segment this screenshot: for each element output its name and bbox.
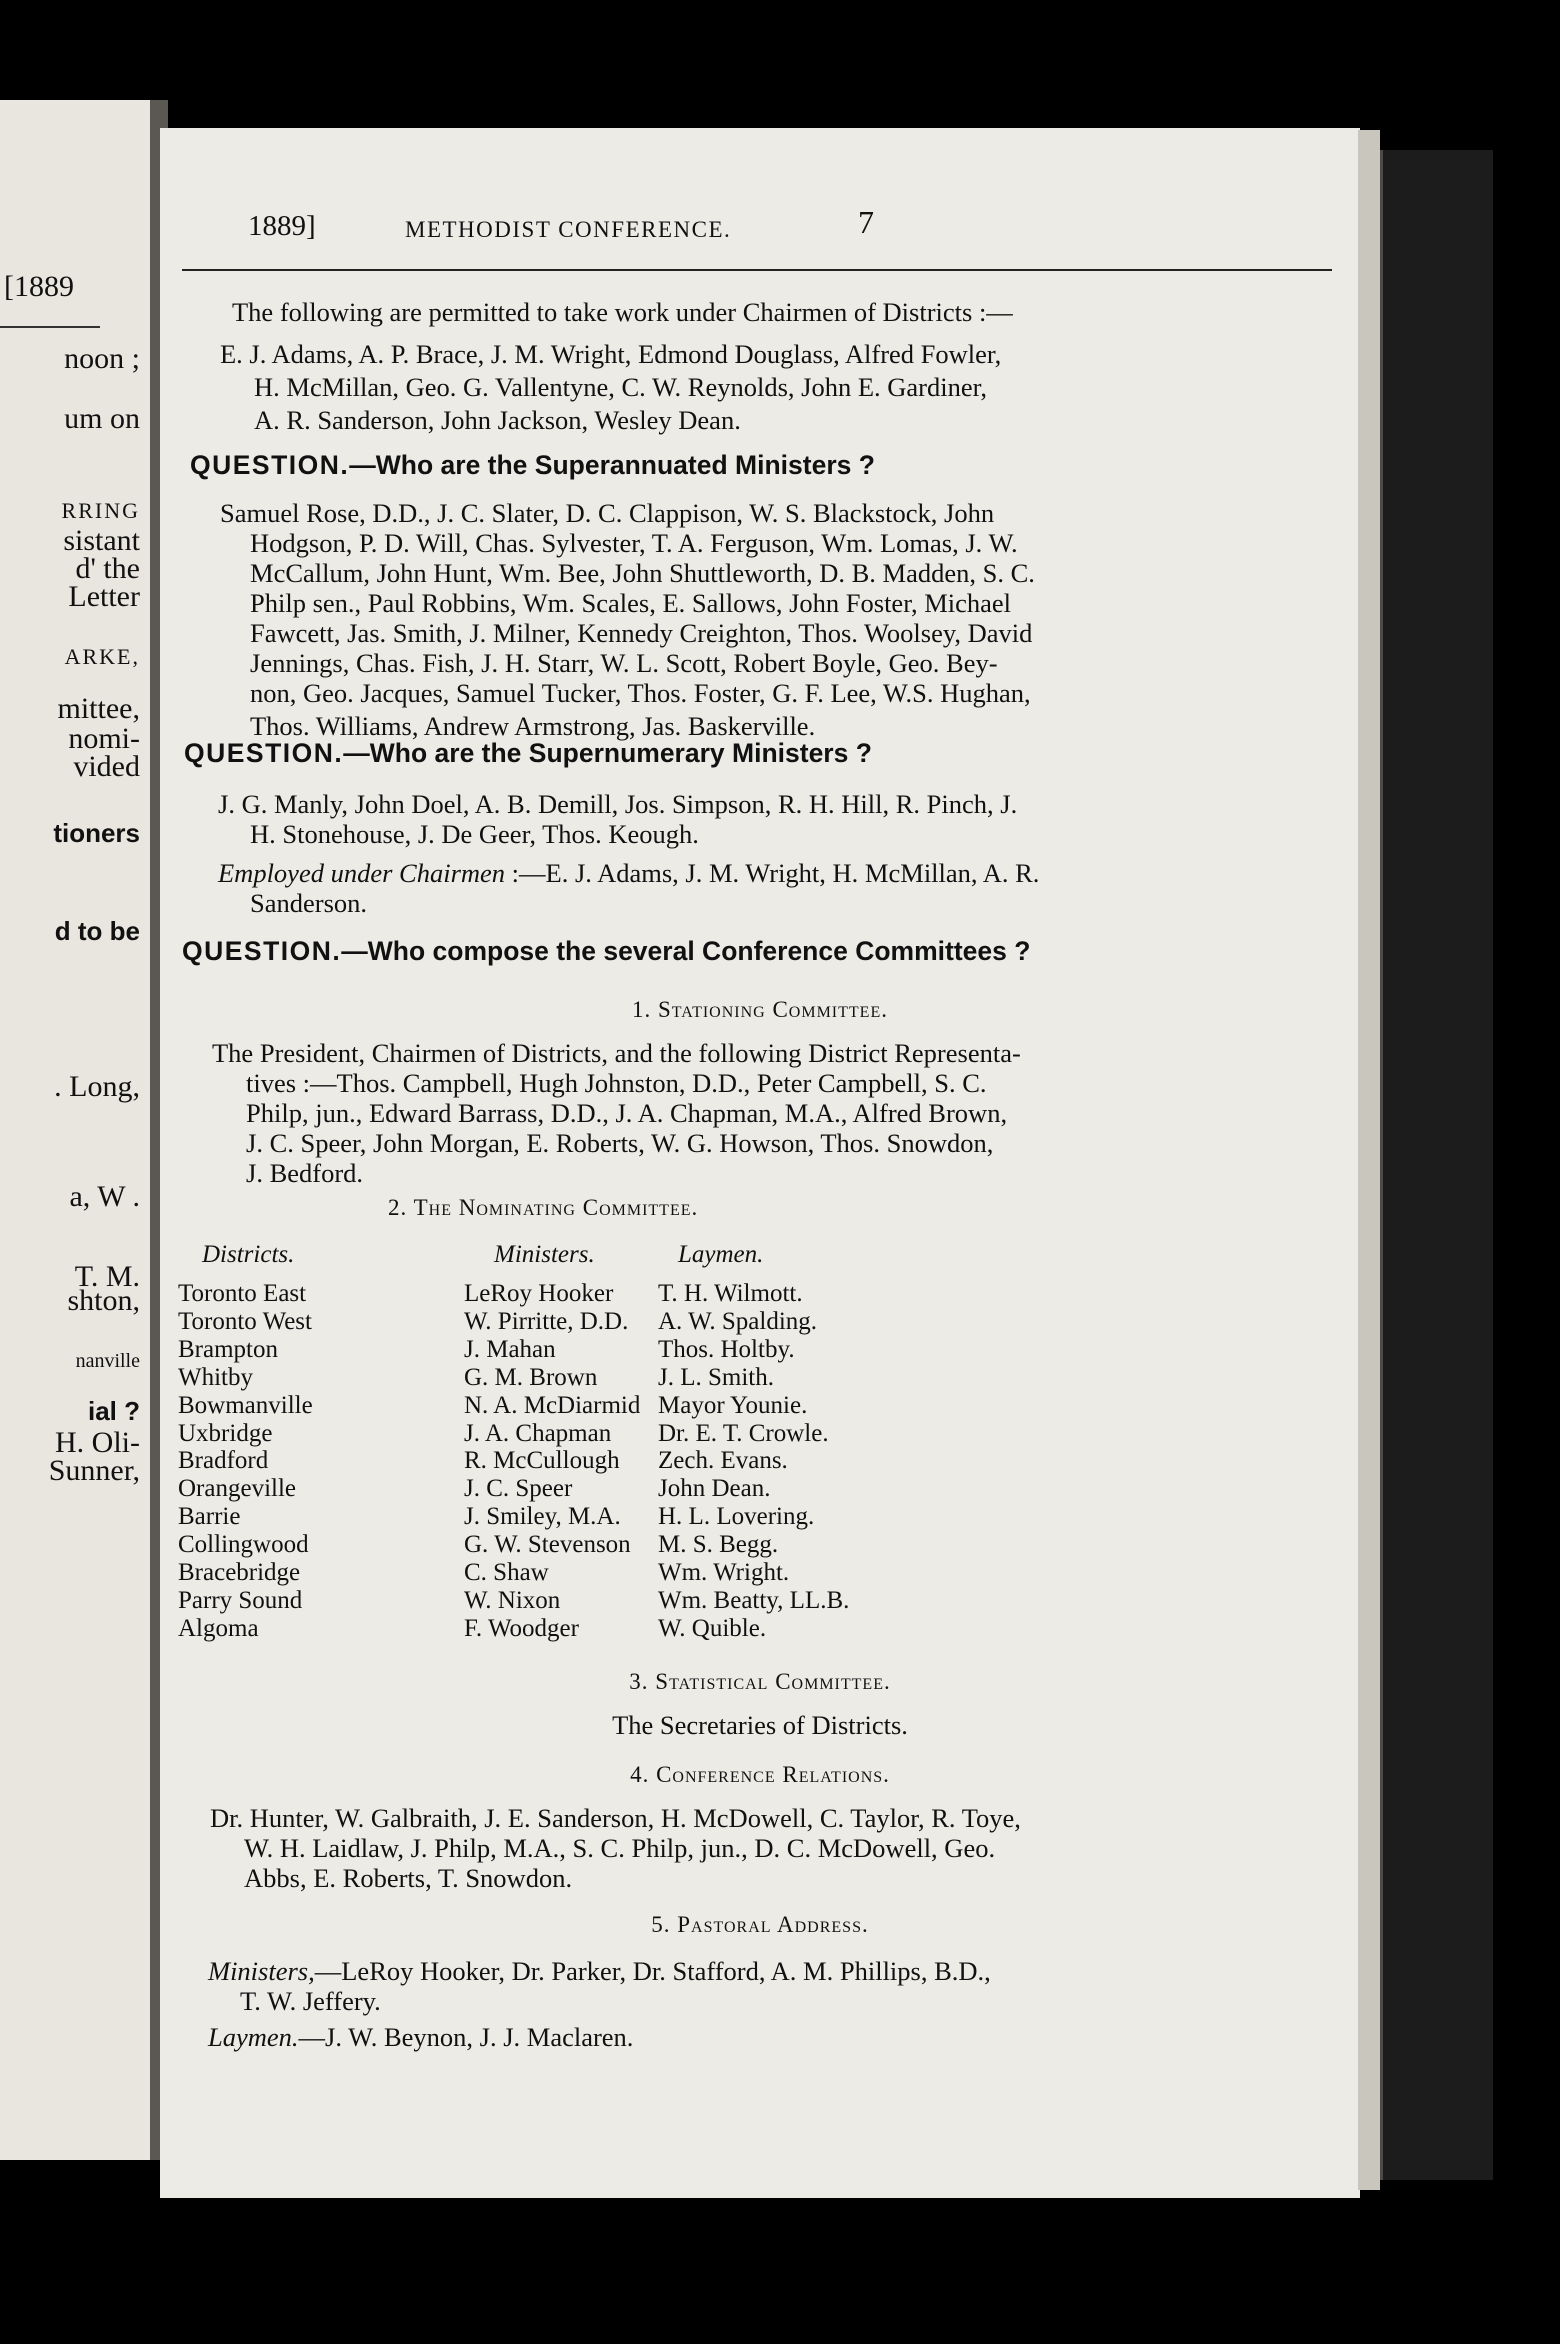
pastoral-ministers-cont: T. W. Jeffery.: [240, 1986, 381, 2016]
layman-cell: Mayor Younie.: [658, 1391, 808, 1419]
table-row: [178, 1559, 1288, 1585]
layman-cell: A. W. Spalding.: [658, 1307, 818, 1335]
employed-cont: Sanderson.: [250, 888, 368, 918]
district-cell: Bracebridge: [178, 1559, 301, 1586]
district-cell: Bradford: [178, 1447, 269, 1475]
question-text: —Who are the Superannuated Ministers ?: [349, 450, 875, 480]
stationing-line: The President, Chairmen of Districts, and the following District Representa-: [212, 1038, 1021, 1068]
district-cell: Whitby: [178, 1363, 253, 1391]
district-cell: Toronto East: [178, 1280, 307, 1307]
permitted-line: H. McMillan, Geo. G. Vallentyne, C. W. Reynolds, John E. Gardiner,: [254, 372, 988, 402]
superannuated-line: McCallum, John Hunt, Wm. Bee, John Shuttleworth, D. B. Madden, S. C.: [250, 558, 1035, 588]
minister-cell: W. Nixon: [464, 1586, 561, 1614]
prev-fragment: RRING: [61, 498, 140, 523]
prev-fragment: um on: [64, 402, 140, 435]
pastoral-ministers: [208, 1958, 991, 1985]
prev-fragment: H. Oli-: [55, 1426, 140, 1459]
laymen-label: Laymen.: [208, 2022, 299, 2052]
prev-fragment: d to be: [54, 916, 140, 946]
permitted-line: E. J. Adams, A. P. Brace, J. M. Wright, Edmond Douglass, Alfred Fowler,: [220, 339, 1002, 369]
relations-line: W. H. Laidlaw, J. Philp, M.A., S. C. Philp, jun., D. C. McDowell, Geo.: [244, 1833, 996, 1863]
district-cell: Barrie: [178, 1503, 241, 1531]
prev-fragment: ARKE,: [64, 644, 140, 669]
layman-cell: T. H. Wilmott.: [658, 1280, 803, 1307]
header-year: 1889]: [248, 210, 316, 242]
minister-cell: J. A. Chapman: [464, 1419, 612, 1447]
superannuated-line: Thos. Williams, Andrew Armstrong, Jas. Baskerville.: [250, 711, 816, 741]
layman-cell: Zech. Evans.: [658, 1447, 788, 1475]
table-row: [178, 1615, 1288, 1641]
prev-fragment: noon ;: [64, 342, 140, 375]
superannuated-line: Fawcett, Jas. Smith, J. Milner, Kennedy Creighton, Thos. Woolsey, David: [250, 618, 1033, 648]
question-label: QUESTION.: [182, 936, 342, 966]
table-row: [178, 1420, 1288, 1446]
prev-fragment: . Long,: [54, 1070, 140, 1103]
prev-fragment: sistant: [63, 524, 140, 557]
district-cell: Uxbridge: [178, 1419, 273, 1447]
stationing-heading: 1. Stationing Committee.: [632, 997, 888, 1022]
layman-cell: Dr. E. T. Crowle.: [658, 1419, 829, 1447]
district-cell: Algoma: [178, 1614, 259, 1642]
prev-fragment: tioners: [53, 818, 140, 848]
stationing-line: J. C. Speer, John Morgan, E. Roberts, W. G. Howson, Thos. Snowdon,: [246, 1128, 994, 1158]
previous-page-fragment: [0, 100, 150, 2160]
prev-fragment: a, W .: [69, 1180, 140, 1213]
minister-cell: W. Pirritte, D.D.: [464, 1307, 629, 1335]
column-header: Ministers.: [494, 1241, 595, 1268]
pastoral-heading: 5. Pastoral Address.: [651, 1912, 869, 1937]
prev-fragment: mittee,: [57, 692, 140, 725]
layman-cell: H. L. Lovering.: [658, 1503, 815, 1531]
employed-label: Employed under Chairmen: [218, 858, 506, 888]
employed-under-chairmen: [218, 860, 1039, 887]
layman-cell: J. L. Smith.: [658, 1363, 774, 1391]
minister-cell: J. C. Speer: [464, 1475, 573, 1503]
prev-fragment: ial ?: [87, 1396, 140, 1426]
prev-fragment: shton,: [67, 1284, 140, 1317]
header-rule: [182, 269, 1332, 271]
minister-cell: G. M. Brown: [464, 1363, 598, 1391]
column-header: Laymen.: [678, 1241, 764, 1268]
supernumerary-question: [184, 740, 872, 767]
table-row: [178, 1475, 1288, 1501]
laymen-text: —J. W. Beynon, J. J. Maclaren.: [298, 2022, 634, 2052]
supernumerary-line: H. Stonehouse, J. De Geer, Thos. Keough.: [250, 819, 699, 849]
superannuated-line: Hodgson, P. D. Will, Chas. Sylvester, T. A. Ferguson, Wm. Lomas, J. W.: [250, 528, 1018, 558]
question-text: —Who compose the several Conference Committees ?: [341, 936, 1031, 966]
superannuated-line: Samuel Rose, D.D., J. C. Slater, D. C. Clappison, W. S. Blackstock, John: [220, 498, 995, 528]
page-header-title: METHODIST CONFERENCE.: [405, 217, 732, 242]
table-row: [178, 1392, 1288, 1418]
layman-cell: Wm. Wright.: [658, 1559, 790, 1586]
document-page: [160, 128, 1360, 2198]
table-row: [178, 1587, 1288, 1613]
layman-cell: Thos. Holtby.: [658, 1335, 795, 1363]
prev-fragment: T. M.: [74, 1260, 140, 1293]
minister-cell: C. Shaw: [464, 1559, 549, 1586]
table-row: [178, 1308, 1288, 1334]
table-row: [178, 1531, 1288, 1557]
prev-fragment: nanville: [75, 1350, 140, 1372]
district-cell: Brampton: [178, 1335, 278, 1363]
page-number: 7: [858, 204, 874, 240]
layman-cell: Wm. Beatty, LL.B.: [658, 1586, 850, 1614]
minister-cell: J. Mahan: [464, 1335, 556, 1363]
prev-fragment: d' the: [75, 552, 140, 585]
district-cell: Orangeville: [178, 1475, 297, 1503]
employed-text: :—E. J. Adams, J. M. Wright, H. McMillan, A. R.: [505, 858, 1040, 888]
statistical-text: The Secretaries of Districts.: [612, 1710, 908, 1740]
supernumerary-line: J. G. Manly, John Doel, A. B. Demill, Jos. Simpson, R. H. Hill, R. Pinch, J.: [218, 789, 1018, 819]
question-label: QUESTION.: [190, 450, 350, 480]
prev-fragment: Letter: [68, 580, 140, 613]
statistical-heading: 3. Statistical Committee.: [629, 1669, 891, 1694]
ministers-text: —LeRoy Hooker, Dr. Parker, Dr. Stafford, A. M. Phillips, B.D.,: [314, 1956, 991, 1986]
minister-cell: N. A. McDiarmid: [464, 1391, 641, 1419]
prev-page-header-rule: [0, 326, 100, 328]
minister-cell: F. Woodger: [464, 1614, 579, 1642]
page-edge: [1358, 130, 1380, 2190]
prev-fragment: vided: [73, 750, 140, 783]
nominating-heading: 2. The Nominating Committee.: [388, 1195, 699, 1220]
layman-cell: M. S. Begg.: [658, 1531, 779, 1559]
table-row: [178, 1364, 1288, 1390]
permitted-intro: The following are permitted to take work under Chairmen of Districts :—: [232, 297, 1013, 327]
book-edge: [1380, 150, 1493, 2180]
layman-cell: John Dean.: [658, 1475, 771, 1503]
pastoral-laymen: [208, 2024, 633, 2051]
question-label: QUESTION.: [184, 738, 344, 768]
prev-fragment: nomi-: [68, 722, 140, 755]
minister-cell: J. Smiley, M.A.: [464, 1503, 621, 1531]
superannuated-line: non, Geo. Jacques, Samuel Tucker, Thos. Foster, G. F. Lee, W.S. Hughan,: [250, 678, 1031, 708]
minister-cell: R. McCullough: [464, 1447, 620, 1475]
minister-cell: G. W. Stevenson: [464, 1531, 631, 1559]
district-cell: Toronto West: [178, 1307, 312, 1335]
stationing-line: J. Bedford.: [246, 1158, 364, 1188]
column-header: Districts.: [202, 1241, 295, 1268]
question-text: —Who are the Supernumerary Ministers ?: [343, 738, 872, 768]
ministers-label: Ministers,: [208, 1956, 315, 1986]
table-header-row: [178, 1241, 1288, 1267]
superannuated-question: [190, 452, 875, 479]
committees-question: [182, 938, 1030, 965]
table-row: [178, 1503, 1288, 1529]
stationing-line: tives :—Thos. Campbell, Hugh Johnston, D.D., Peter Campbell, S. C.: [246, 1068, 987, 1098]
district-cell: Parry Sound: [178, 1586, 303, 1614]
relations-heading: 4. Conference Relations.: [630, 1762, 890, 1787]
permitted-line: A. R. Sanderson, John Jackson, Wesley Dean.: [254, 405, 741, 435]
district-cell: Bowmanville: [178, 1391, 313, 1419]
table-row: [178, 1280, 1288, 1306]
prev-fragment: Sunner,: [48, 1454, 140, 1487]
table-row: [178, 1336, 1288, 1362]
relations-line: Abbs, E. Roberts, T. Snowdon.: [244, 1863, 573, 1893]
relations-line: Dr. Hunter, W. Galbraith, J. E. Sanderson, H. McDowell, C. Taylor, R. Toye,: [210, 1803, 1021, 1833]
district-cell: Collingwood: [178, 1531, 309, 1559]
superannuated-line: Philp sen., Paul Robbins, Wm. Scales, E. Sallows, John Foster, Michael: [250, 588, 1012, 618]
table-row: [178, 1447, 1288, 1473]
stationing-line: Philp, jun., Edward Barrass, D.D., J. A. Chapman, M.A., Alfred Brown,: [246, 1098, 1008, 1128]
superannuated-line: Jennings, Chas. Fish, J. H. Starr, W. L. Scott, Robert Boyle, Geo. Bey-: [250, 648, 998, 678]
prev-page-header: [1889: [4, 270, 74, 303]
minister-cell: LeRoy Hooker: [464, 1280, 614, 1307]
layman-cell: W. Quible.: [658, 1614, 767, 1642]
